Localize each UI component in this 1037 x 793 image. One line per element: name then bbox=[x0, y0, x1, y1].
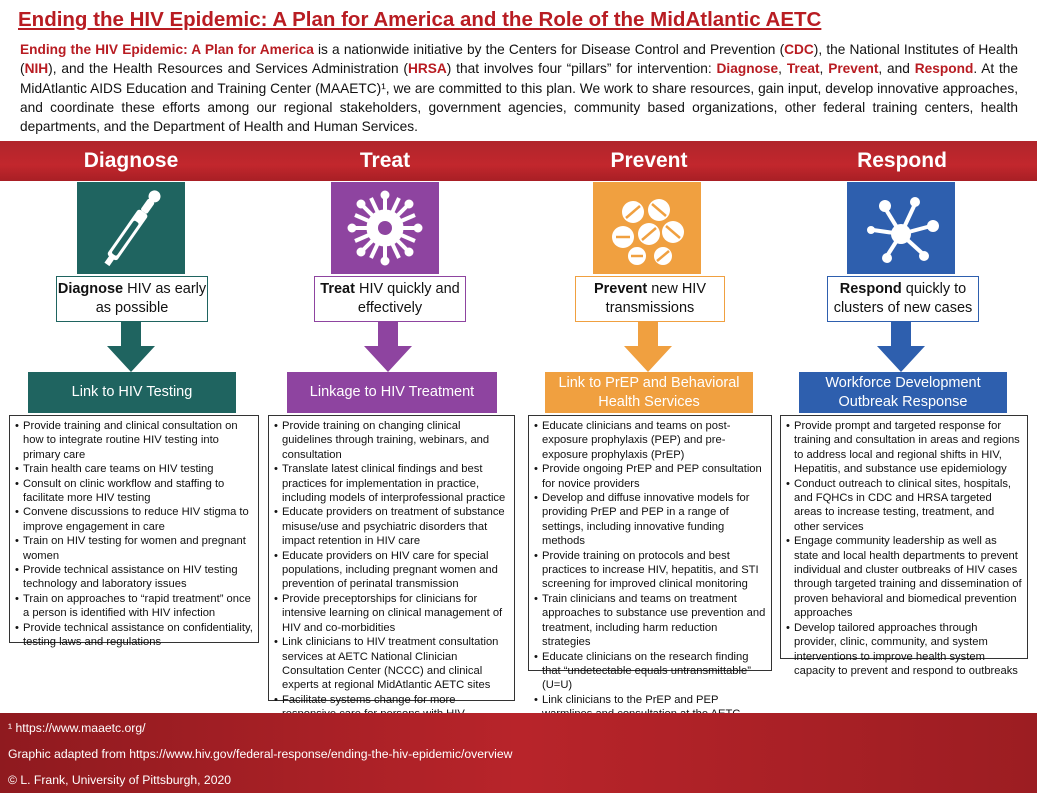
intro-text: ) that involves four “pillars” for intervention: bbox=[446, 61, 717, 77]
plan-name: Ending the HIV Epidemic: A Plan for America bbox=[20, 42, 314, 57]
intro-text: . At the MidAtlantic AIDS Education and Training Center (MAAETC)¹, we are committed to this plan. We work to share resources, gain input, develop innovative approaches, and coordinate these efforts among our regional stakeholders, government agencies, community based organizations, other federal training centers, health departments, and the Department of Health and Human Services. bbox=[20, 61, 1019, 135]
pillar-word-diagnose: Diagnose bbox=[716, 61, 779, 77]
list-item: • Link clinicians to HIV treatment consultation services at AETC National Clinician Consultation Center (NCCC) and clinical experts at regional MidAtlantic AETC sites bbox=[274, 635, 509, 693]
list-item: • Provide ongoing PrEP and PEP consultation for novice providers bbox=[534, 462, 766, 491]
down-arrow-icon bbox=[877, 322, 925, 372]
network-icon bbox=[847, 182, 955, 274]
pillar-desc-text bbox=[576, 280, 724, 318]
intro-text: is a nationwide initiative by the Centers for Disease Control and Prevention ( bbox=[313, 42, 785, 57]
list-item: • Provide technical assistance on confidentiality, testing laws and regulations bbox=[15, 621, 253, 650]
pillar-desc-text bbox=[315, 280, 465, 318]
link-to-hiv-testing: Link to HIV Testing bbox=[28, 372, 236, 413]
list-item: • Facilitate systems change for more bbox=[274, 693, 509, 722]
list-item: • Train on HIV testing for women and pregnant women bbox=[15, 534, 253, 563]
list-item: • Provide technical assistance on HIV testing technology and laboratory issues bbox=[15, 563, 253, 592]
list-item: • Develop and diffuse innovative models for providing PrEP and PEP in a range of settings, including innovative funding methods bbox=[534, 491, 766, 549]
pillar-desc-prevent bbox=[575, 276, 725, 322]
copyright: © L. Frank, University of Pittsburgh, 2020 bbox=[8, 773, 232, 787]
pillar-desc-bold: Treat bbox=[320, 281, 355, 297]
pillar-word-respond: Respond bbox=[914, 61, 974, 77]
intro-text: ), and the Health Resources and Services Administration ( bbox=[48, 61, 408, 77]
list-item: • Translate latest clinical findings and best practices for implementation in practice, including models of interprofessional practice bbox=[274, 462, 509, 505]
list-item: • Provide training and clinical consultation on how to integrate routine HIV testing into primary care bbox=[15, 419, 253, 462]
footnote: ¹ https://www.maaetc.org/ bbox=[8, 721, 146, 735]
pillar-column-treat bbox=[265, 141, 515, 706]
list-item: • Engage community leadership as well as state and local health departments to prevent individual and cluster outbreaks of HIV cases through targeted training and dissemination of proven behavioral and biomedical prevention approaches bbox=[786, 534, 1022, 620]
pillar-column-respond bbox=[777, 141, 1027, 701]
down-arrow-icon bbox=[624, 322, 672, 372]
actions-list-respond bbox=[780, 415, 1028, 677]
list-item: • Provide preceptorships for clinicians for intensive learning on clinical management of HIV and co-morbidities bbox=[274, 592, 509, 635]
list-item: • Provide prompt and targeted response for training and consultation in areas and regions to address local and regional shifts in HIV, Hepatitis, and substance use epidemiology bbox=[786, 419, 1022, 477]
pillar-desc-bold: Respond bbox=[839, 281, 902, 297]
actions-list-prevent bbox=[528, 415, 772, 706]
list-item: • Consult on clinic workflow and staffing to facilitate more HIV testing bbox=[15, 477, 253, 506]
list-item: • Develop tailored approaches through provider, clinic, community, and system interventions to improve health system capacity to prevent and respond to outbreaks bbox=[786, 621, 1022, 679]
page-title: Ending the HIV Epidemic: A Plan for America and the Role of the MidAtlantic AETC bbox=[18, 8, 822, 31]
pillar-column-diagnose bbox=[6, 141, 256, 701]
list-item: • Train health care teams on HIV testing bbox=[15, 462, 253, 476]
footer bbox=[0, 713, 1037, 793]
list-item: • Educate clinicians on the research finding that “undetectable equals untransmittable” (U=U) bbox=[534, 650, 766, 693]
pills-icon bbox=[593, 182, 701, 274]
actions-list-treat bbox=[268, 415, 515, 706]
virus-icon bbox=[331, 182, 439, 274]
linkage-to-hiv-treatment: Linkage to HIV Treatment bbox=[287, 372, 497, 413]
pillar-desc-treat bbox=[314, 276, 466, 322]
pillar-heading-treat: Treat bbox=[359, 149, 411, 172]
source-credit: Graphic adapted from https://www.hiv.gov/federal-response/ending-the-hiv-epidemic/overview bbox=[8, 747, 513, 761]
list-item: • Provide training on protocols and best practices to increase HIV, hepatitis, and STI screening for improved clinical monitoring bbox=[534, 549, 766, 592]
pillar-word-treat: Treat bbox=[786, 61, 820, 77]
list-item: • Educate providers on HIV care for special populations, including pregnant women and prevention of perinatal transmission bbox=[274, 549, 509, 592]
hrsa-abbrev: HRSA bbox=[407, 61, 447, 77]
nih-abbrev: NIH bbox=[24, 61, 49, 77]
pillar-desc-text bbox=[828, 280, 978, 318]
list-item: • Link clinicians to the PrEP and PEP bbox=[534, 693, 766, 751]
pillar-desc-rest: HIV as early as possible bbox=[95, 281, 207, 316]
list-item: • Educate clinicians and teams on post-exposure prophylaxis (PEP) and pre-exposure prophylaxis (PrEP) bbox=[534, 419, 766, 462]
test-swab-icon bbox=[77, 182, 185, 274]
pillar-column-prevent bbox=[524, 141, 774, 706]
pillar-desc-rest: quickly to clusters of new cases bbox=[833, 281, 973, 316]
actions-list-diagnose bbox=[9, 415, 259, 649]
pillar-desc-bold: Prevent bbox=[593, 281, 648, 297]
intro-text: , and bbox=[878, 61, 915, 77]
list-item: • Provide training on changing clinical guidelines through training, webinars, and consultation bbox=[274, 419, 509, 462]
pillar-desc-bold: Diagnose bbox=[57, 281, 124, 297]
pillar-desc-diagnose bbox=[56, 276, 208, 322]
workforce-development-outbreak-response: Workforce Development Outbreak Response bbox=[799, 372, 1007, 413]
intro-text: , bbox=[819, 61, 829, 77]
list-item: • Educate providers on treatment of substance misuse/use and psychiatric disorders that impact retention in HIV care bbox=[274, 505, 509, 548]
list-item: • Train clinicians and teams on treatment approaches to substance use prevention and treatment, including harm reduction strategies bbox=[534, 592, 766, 650]
intro-paragraph bbox=[20, 40, 1018, 136]
pillar-desc-rest: HIV quickly and effectively bbox=[354, 281, 460, 316]
pillar-heading-prevent: Prevent bbox=[610, 149, 688, 172]
link-to-prep-services: Link to PrEP and Behavioral Health Services bbox=[545, 372, 753, 413]
pillar-desc-text bbox=[57, 280, 207, 318]
down-arrow-icon bbox=[107, 322, 155, 372]
pillar-desc-respond bbox=[827, 276, 979, 322]
intro-text: ), the National Institutes of Health ( bbox=[20, 42, 1018, 77]
pillar-heading-diagnose: Diagnose bbox=[83, 149, 179, 172]
pillar-heading-respond: Respond bbox=[857, 149, 947, 172]
list-item: • Conduct outreach to clinical sites, hospitals, and FQHCs in CDC and HRSA targeted areas to increase testing, treatment, and other services bbox=[786, 477, 1022, 535]
intro-text: , bbox=[778, 61, 787, 77]
down-arrow-icon bbox=[364, 322, 412, 372]
pillar-desc-rest: new HIV transmissions bbox=[605, 281, 707, 316]
cdc-abbrev: CDC bbox=[784, 42, 814, 57]
list-item: • Train on approaches to “rapid treatment” once a person is identified with HIV infection bbox=[15, 592, 253, 621]
pillar-word-prevent: Prevent bbox=[828, 61, 879, 77]
list-item: • Convene discussions to reduce HIV stigma to improve engagement in care bbox=[15, 505, 253, 534]
